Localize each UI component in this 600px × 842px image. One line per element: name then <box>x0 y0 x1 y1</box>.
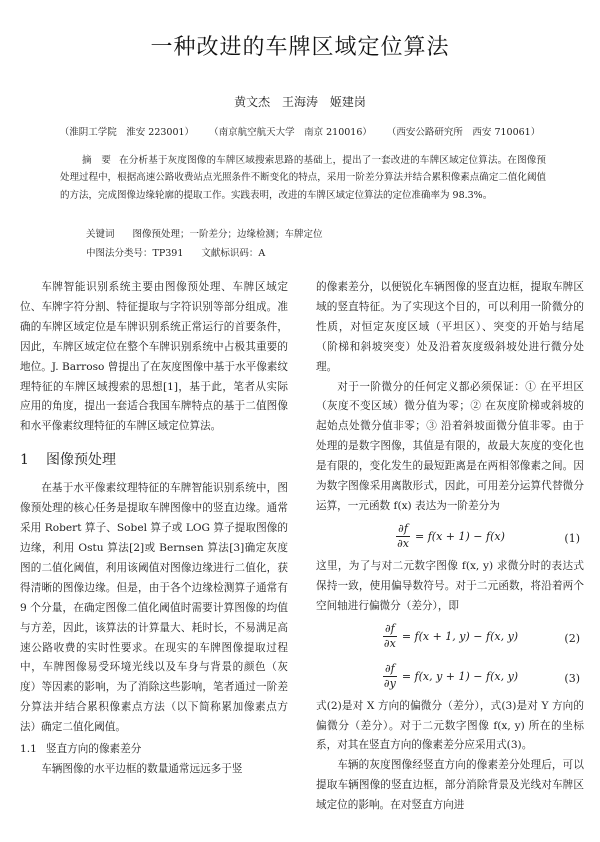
body-paragraph: 在基于水平像素纹理特征的车牌智能识别系统中，图像预处理的核心任务是提取车牌图像中的竖直边缘。通常采用 Robert 算子、Sobel 算子或 LOG 算子提取图像的边缘，利用 Ostu 算法[2]或 Bernsen 算法[3]确定灰度图的二值化阈值，利用该阈值对图像边缘进行二值化，获得清晰的图像边缘。但是，由于各个边缘检测算子通常有 9 个分量，在确定图像二值化阈值时需要计算图像的均值与方差，因此，该算法的计算量大、耗时长，不易满足高速公路收费的实时性要求。在现实的车牌图像提取过程中，车牌图像易受环境光线以及车身与背景的颜色（灰度）等因素的影响，为了消除这些影响，笔者通过一阶差分算法并结合累积像素点方法（以下简称累加像素点方法）确定二值化阈值。 <box>20 482 288 734</box>
affiliation: （西安公路研究所 西安 710061） <box>386 127 541 138</box>
affiliation: （南京航空航天大学 南京 210016） <box>209 127 372 138</box>
equation-3 <box>316 657 584 697</box>
author: 王海涛 <box>281 95 318 109</box>
keywords-label: 关键词 <box>86 229 115 240</box>
classification <box>86 245 265 259</box>
abstract <box>60 152 546 204</box>
equation-number: (2) <box>564 631 580 645</box>
body-paragraph: 对于一阶微分的任何定义都必须保证：① 在平坦区（灰度不变区域）微分值为零；② 在灰度阶梯或斜坡的起始点处微分值非零；③ 沿着斜坡面微分值非零。由于处理的是数字图像，其值是有限的，故最大灰度的变化也是有限的，变化发生的最短距离是在两相邻像素之间。因为数字图像采用离散形式，因此，可用差分运算代替微分运算，一元函数 f(x) 表达为一阶差分为 <box>316 380 584 512</box>
equation-body: = f(x, y + 1) − f(x, y) <box>401 669 519 683</box>
doc-code-label: 文献标识码： <box>201 248 259 259</box>
author: 黄文杰 <box>234 95 271 109</box>
intro-paragraph: 车牌智能识别系统主要由图像预处理、车牌区域定位、车牌字符分割、特征提取与字符识别等部分组成。准确的车牌区域定位是车牌识别系统正常运行的首要条件，因此，车牌区域定位在整个车牌识别系统中占极其重要的地位。J. Barroso 曾提出了在灰度图像中基于水平像素纹理特征的车牌区域搜索的思想[1]，基于此，笔者从实际应用的角度，提出一套适合我国车牌特点的基于二值图像和水平像素纹理特征的车牌区域定位算法。 <box>20 281 288 433</box>
body-paragraph: 式(2)是对 X 方向的偏微分（差分），式(3)是对 Y 方向的偏微分（差分）。对于二元数字图像 f(x, y) 所在的坐标系，对其在竖直方向的像素差分应采用式(3)。 <box>316 699 584 752</box>
classification-value: TP391 <box>152 248 184 259</box>
equation-fraction: $\frac{\partial f}{\partial y}$ <box>383 662 396 691</box>
author: 姬建岗 <box>329 95 366 109</box>
section-number: 1 <box>20 452 29 469</box>
subsection-title: 竖直方向的像素差分 <box>46 743 142 756</box>
abstract-label: 摘 要 <box>82 155 112 166</box>
right-column <box>316 278 584 816</box>
left-column <box>20 278 288 780</box>
affiliation: （淮阴工学院 淮安 223001） <box>59 127 195 138</box>
section-heading <box>20 447 288 473</box>
equation-1 <box>316 517 584 557</box>
equation-number: (1) <box>564 531 580 545</box>
keywords <box>86 226 323 240</box>
equation-number: (3) <box>564 671 580 685</box>
affiliation-list <box>0 124 600 138</box>
equation-fraction: $\frac{\partial f}{\partial x}$ <box>383 622 396 651</box>
abstract-text: 在分析基于灰度图像的车牌区域搜索思路的基础上，提出了一套改进的车牌区域定位算法。在图像预处理过程中，根据高速公路收费站点光照条件不断变化的特点，采用一阶差分算法并结合累积像素点确定二值化阈值的方法，完成图像边缘轮廓的提取工作。实践表明，改进的车牌区域定位算法的定位准确率为 98.3%。 <box>60 155 546 201</box>
body-paragraph: 这里，为了与对二元数字图像 f(x, y) 求微分时的表达式保持一致，使用偏导数符号。对于二元函数，将沿着两个空间轴进行偏微分（差分），即 <box>316 559 584 612</box>
equation-2 <box>316 617 584 657</box>
subsection-number: 1.1 <box>20 743 37 756</box>
body-paragraph: 车辆的灰度图像经竖直方向的像素差分处理后，可以提取车辆图像的竖直边框，部分消除背景及光线对车牌区域定位的影响。在对竖直方向进 <box>316 759 584 812</box>
doc-code-value: A <box>258 248 266 259</box>
section-title: 图像预处理 <box>46 452 116 469</box>
classification-label: 中图法分类号： <box>86 248 153 259</box>
keywords-text: 图像预处理；一阶差分；边缘检测；车牌定位 <box>132 229 323 240</box>
body-paragraph: 的像素差分，以便锐化车辆图像的竖直边框，提取车牌区域的竖直特征。为了实现这个目的，可以利用一阶微分的性质，对恒定灰度区域（平坦区）、突变的开始与结尾（阶梯和斜坡突变）处及沿着灰度级斜坡处进行微分处理。 <box>316 281 584 373</box>
author-list <box>0 93 600 110</box>
equation-body: = f(x + 1, y) − f(x, y) <box>401 629 519 643</box>
subsection-heading <box>20 740 288 760</box>
equation-fraction: $\frac{\partial f}{\partial x}$ <box>397 522 410 551</box>
paper-title: 一种改进的车牌区域定位算法 <box>150 35 450 60</box>
equation-body: = f(x + 1) − f(x) <box>415 529 505 543</box>
body-paragraph: 车辆图像的水平边框的数量通常远远多于竖 <box>41 762 243 775</box>
